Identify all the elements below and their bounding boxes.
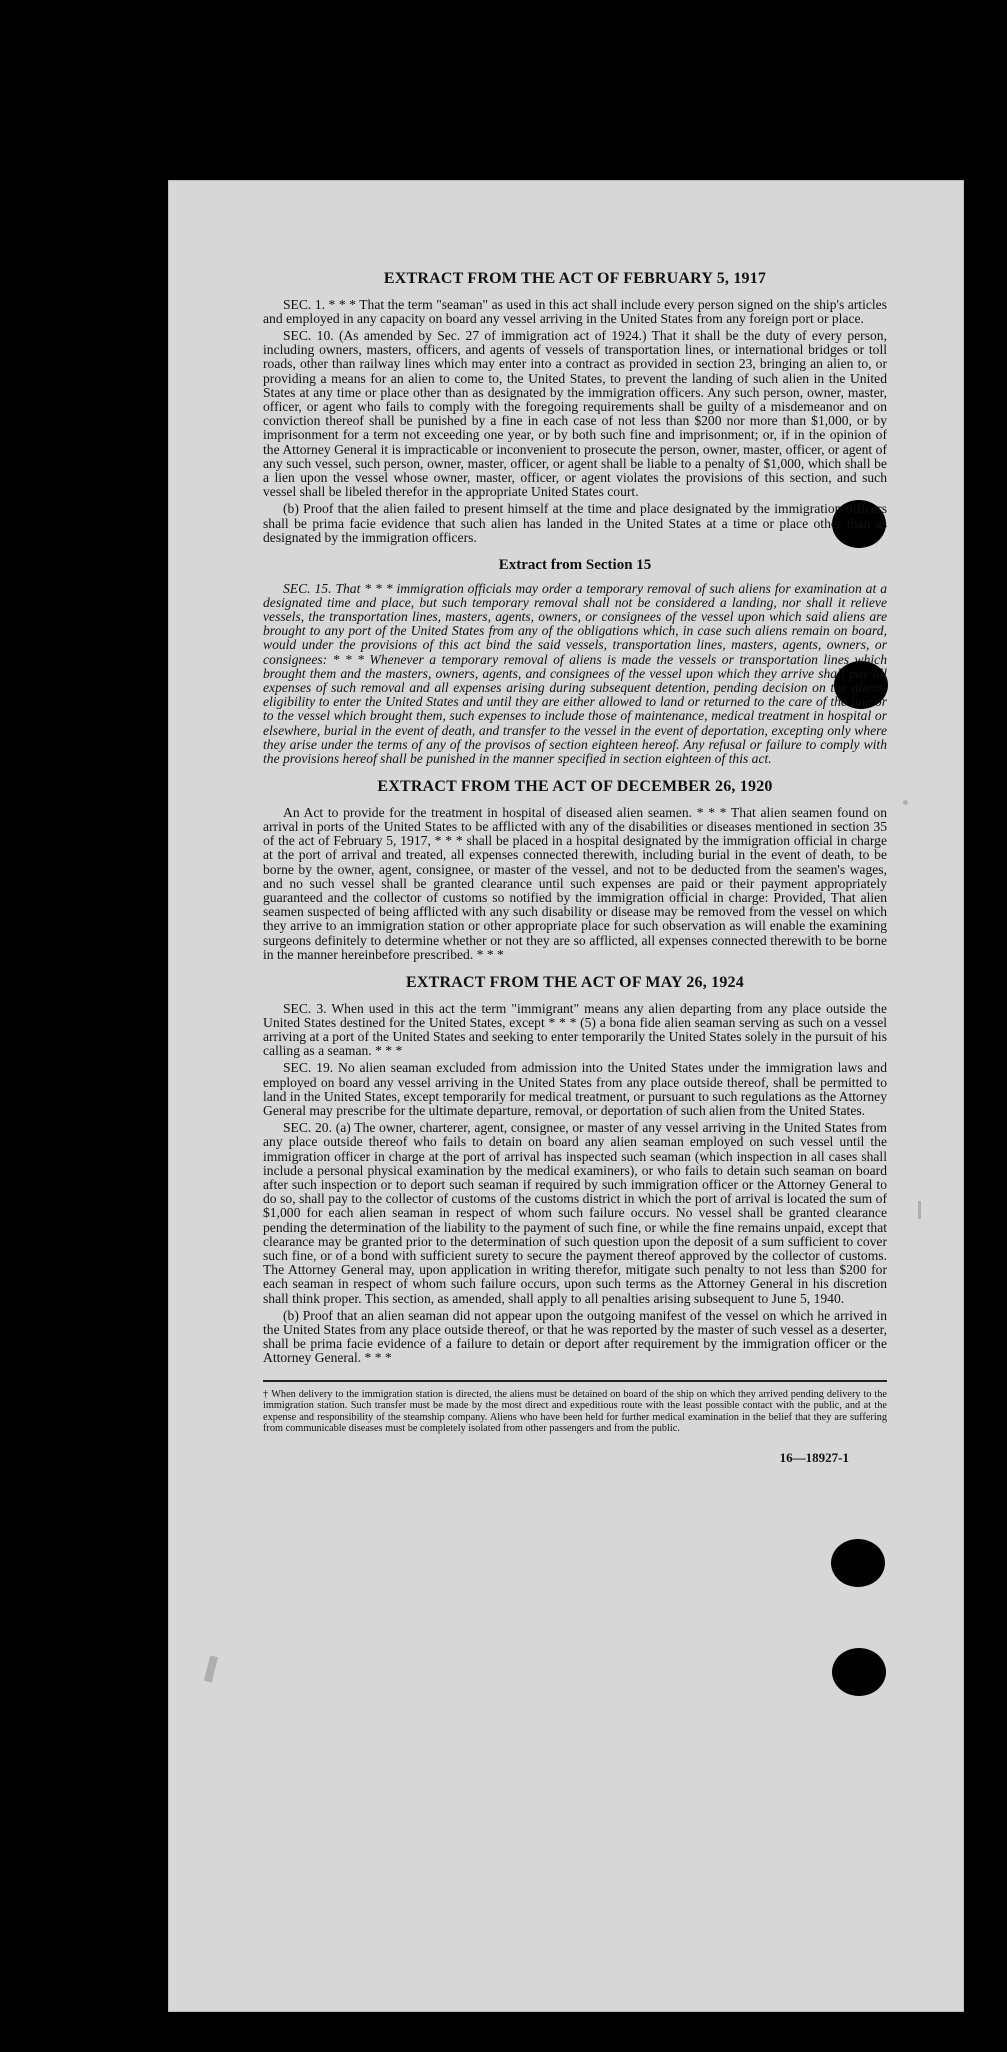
footnote: † When delivery to the immigration station is directed, the aliens must be detained on board of the ship on which they arrived pending delivery to the immigration station. Such transfer must be made by the most direct and expeditious route with the least possible contact with the public, and at the expense and responsibility of the steamship company. Aliens who have been held for further medical examination in the belief that they are suffering from communicable diseases must be completely isolated from other passengers and from the public. (263, 1388, 887, 1434)
section-paragraph: SEC. 10. (As amended by Sec. 27 of immigration act of 1924.) That it shall be the duty of every person, including owners, masters, officers, and agents of vessels of transportation lines, or international bridges or toll roads, other than railway lines which may enter into a contract as provided in section 23, bringing an alien to, or providing a means for an alien to come to, the United States, to prevent the landing of such alien in the United States at any time or place other than as designated by the immigration officers. Any such person, owner, master, officer, or agent who fails to comply with the foregoing requirements shall be guilty of a misdemeanor and on conviction thereof shall be punished by a fine in each case of not less than $200 nor more than $1,000, or by imprisonment for a term not exceeding one year, or by both such fine and imprisonment; or, if in the opinion of the Attorney General it is impracticable or inconvenient to prosecute the person, owner, master, officer, or agent of any such vessel, such person, owner, master, officer, or agent shall be liable to a penalty of $1,000, which shall be a lien upon the vessel whose owner, master, officer, or agent violates the provisions of this section, and such vessel shall be libeled therefor in the appropriate United States court. (263, 328, 887, 500)
section-paragraph: SEC. 20. (a) The owner, charterer, agent, consignee, or master of any vessel arriving in the United States from any place outside thereof who fails to detain on board any alien seaman employed on such vessel until the immigration officer in charge at the port of arrival has inspected such seaman (which inspection in all cases shall include a personal physical examination by the medical examiners), or who fails to detain such seaman on board after such inspection or to deport such seaman if required by such immigration officer or the Attorney General to do so, shall pay to the collector of customs of the customs district in which the port of arrival is located the sum of $1,000 for each alien seaman in respect of whom such failure occurs. No vessel shall be granted clearance pending the determination of the liability to the payment of such fine, or while the fine remains unpaid, except that clearance may be granted prior to the determination of such question upon the deposit of a sum sufficient to cover such fine, or of a bond with sufficient surety to secure the payment thereof approved by the collector of customs. The Attorney General may, upon application in writing therefor, mitigate such penalty to not less than $200 for each seaman in respect of whom such failure occurs, upon such terms as the Attorney General in his discretion shall think proper. This section, as amended, shall apply to all penalties arising subsequent to June 5, 1940. (263, 1120, 887, 1306)
section-act-december-1920 (263, 778, 887, 962)
section-paragraph: An Act to provide for the treatment in hospital of diseased alien seamen. * * * That alien seamen found on arrival in ports of the United States to be afflicted with any of the disabilities or diseases mentioned in section 35 of the act of February 5, 1917, * * * shall be placed in a hospital designated by the immigration official in charge at the port of arrival and treated, all expenses connected therewith, including burial in the event of death, to be borne by the owner, agent, consignee, or master of the vessel, and not to be deducted from the seamen's wages, and no such vessel shall be granted clearance until such expenses are paid or their payment appropriately guaranteed and the collector of customs so notified by the immigration official in charge: Provided, That alien seamen suspected of being afflicted with any such disability or disease may be removed from the vessel on which they arrive to an immigration station or other appropriate place for such observation as will enable the examining surgeons definitely to determine whether or not they are so afflicted, all expenses connected therewith to be borne in the manner hereinbefore prescribed. * * * (263, 804, 887, 962)
section-title: EXTRACT FROM THE ACT OF DECEMBER 26, 1920 (377, 778, 773, 796)
scan-mark (204, 1655, 218, 1682)
document-content (263, 270, 887, 1980)
section-extract-section-15 (263, 557, 887, 766)
form-number: 16—18927-1 (779, 1450, 849, 1466)
scan-dot (903, 800, 908, 805)
section-paragraph: SEC. 1. * * * That the term "seaman" as used in this act shall include every person signed on the ship's articles and employed in any capacity on board any vessel arriving in the United States from any foreign port or place. (263, 296, 887, 326)
section-title: Extract from Section 15 (498, 557, 652, 574)
section-title: EXTRACT FROM THE ACT OF FEBRUARY 5, 1917 (383, 270, 767, 287)
section-paragraph: SEC. 19. No alien seaman excluded from admission into the United States under the immigration laws and employed on board any vessel arriving in the United States from any place outside thereof, shall be permitted to land in the United States, except temporarily for medical treatment, or pursuant to such regulations as the Attorney General may prescribe for the ultimate departure, removal, or deportation of such alien from the United States. (263, 1060, 887, 1119)
scanned-document-page (168, 180, 964, 2012)
section-paragraph: (b) Proof that the alien failed to present himself at the time and place designated by the immigration officers shall be prima facie evidence that such alien has landed in the United States at a time or place other than as designated by the immigration officers. (263, 501, 887, 545)
section-act-february-1917 (263, 270, 887, 545)
section-title: EXTRACT FROM THE ACT OF MAY 26, 1924 (406, 974, 744, 992)
section-paragraph: SEC. 15. That * * * immigration officials may order a temporary removal of such aliens for examination at a designated time and place, but such temporary removal shall not be considered a landing, nor shall it relieve vessels, the transportation lines, masters, agents, owners, or consignees of the vessel upon which said aliens are brought to any port of the United States from any of the obligations which, in case such aliens remain on board, would under the provisions of this act bind the said vessels, transportation lines, masters, agents, owners, or consignees: * * * Whenever a temporary removal of aliens is made the vessels or transportation lines which brought them and the masters, owners, agents, and consignees of the vessel upon which they arrive shall pay all expenses of such removal and all expenses arising during subsequent detention, pending decision on the aliens' eligibility to enter the United States and until they are either allowed to land or returned to the care of the line or to the vessel which brought them, such expenses to include those of maintenance, medical treatment in hospital or elsewhere, burial in the event of death, and transfer to the vessel in the event of deportation, excepting only where they arise under the terms of any of the provisos of section eighteen hereof. Any refusal or failure to comply with the provisions hereof shall be punished in the manner specified in section eighteen of this act. (263, 580, 887, 766)
section-act-may-1924 (263, 974, 887, 1366)
section-paragraph: (b) Proof that an alien seaman did not appear upon the outgoing manifest of the vessel on which he arrived in the United States from any place outside thereof, or that he was reported by the master of such vessel as a deserter, shall be prima facie evidence of a failure to detain or deport after requirement by the immigration officer or the Attorney General. * * * (263, 1307, 887, 1366)
footnote-divider (263, 1380, 887, 1382)
scan-mark (918, 1201, 921, 1219)
section-paragraph: SEC. 3. When used in this act the term "immigrant" means any alien departing from any place outside the United States destined for the United States, except * * * (5) a bona fide alien seaman serving as such on a vessel arriving at a port of the United States and seeking to enter temporarily the United States solely in the pursuit of his calling as a seaman. * * * (263, 1000, 887, 1059)
